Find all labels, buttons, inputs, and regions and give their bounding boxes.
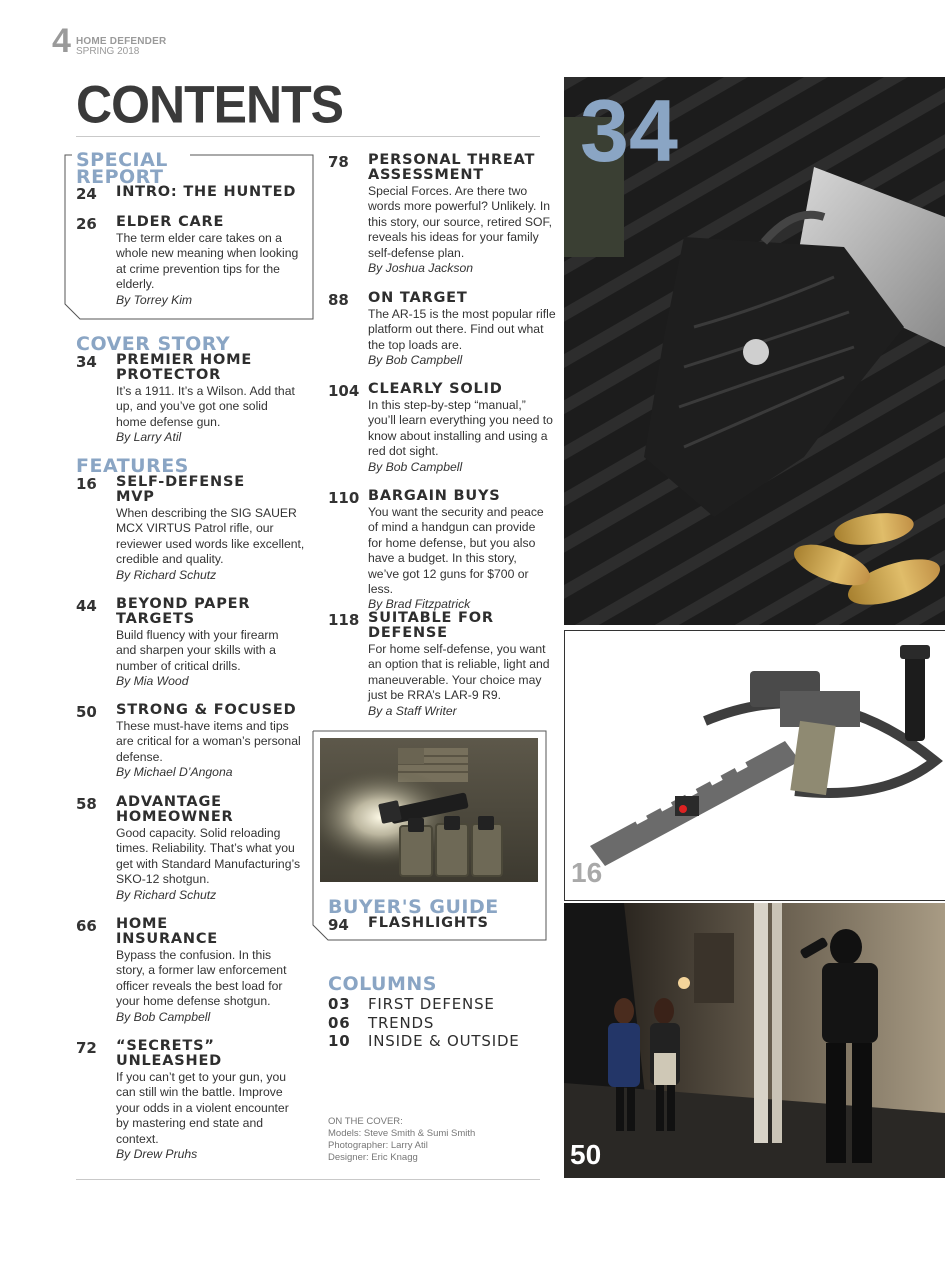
entry-title: TRENDS (368, 1014, 435, 1032)
entry-page-number: 06 (328, 1014, 351, 1032)
features-heading: FEATURES (76, 455, 189, 477)
flashlight-photo (320, 738, 538, 882)
alley-photo[interactable] (564, 903, 945, 1178)
entry-description: When describing the SIG SAUER MCX VIRTUS Patrol rifle, our reviewer used words like excellent, credible and quality. (116, 506, 305, 567)
entry-description: Good capacity. Solid reloading times. Reliability. That’s what you get with Standard Manufacturing’s SKO-12 shotgun. (116, 826, 301, 887)
entry-page-number: 104 (328, 382, 360, 400)
cover-story-heading: COVER STORY (76, 333, 231, 355)
entry-description: Special Forces. Are there two words more powerful? Unlikely. In this story, our source, retired SOF, reveals his ideas for your family self-defense plan. (368, 184, 553, 260)
entry-byline: By a Staff Writer (368, 703, 457, 718)
entry-title: FLASHLIGHTS (368, 915, 489, 931)
entry-description: If you can’t get to your gun, you can still win the battle. Improve your odds in a violent encounter by mastering end state and context. (116, 1070, 289, 1146)
entry-page-number: 110 (328, 489, 360, 507)
credits-heading: ON THE COVER: (328, 1116, 403, 1127)
entry-page-number: 58 (76, 795, 97, 813)
entry-page-number: 34 (76, 353, 97, 371)
entry-byline: By Michael D’Angona (116, 765, 233, 780)
entry-title: “SECRETS” UNLEASHED (116, 1038, 222, 1069)
pistol-photo[interactable] (564, 77, 945, 625)
entry-description: You want the security and peace of mind a handgun can provide for home defense, but you also have a budget. In this story, we’ve got 12 guns for $700 or less. (368, 505, 544, 597)
entry-page-number: 03 (328, 995, 351, 1013)
column-entry[interactable] (328, 1014, 434, 1032)
entry-page-number: 44 (76, 597, 97, 615)
entry-page-number: 72 (76, 1039, 97, 1057)
entry-title: INSIDE & OUTSIDE (368, 1032, 520, 1050)
entry-page-number: 50 (76, 703, 97, 721)
toc-entry[interactable] (76, 215, 311, 308)
toc-entry[interactable] (328, 382, 556, 475)
toc-entry[interactable] (328, 611, 556, 719)
entry-title: SELF-DEFENSE MVP (116, 474, 245, 505)
entry-title: ADVANTAGE HOMEOWNER (116, 794, 234, 825)
entry-description: It’s a 1911. It’s a Wilson. Add that up, and you’ve got one solid home defense gun. (116, 384, 295, 429)
entry-title: PERSONAL THREAT ASSESSMENT (368, 152, 536, 183)
rifle-photo[interactable] (564, 630, 945, 901)
toc-entry[interactable] (328, 489, 556, 612)
entry-description: For home self-defense, you want an option that is reliable, light and maneuverable. Your choice may just be RRA’s LAR-9 R9. (368, 642, 550, 703)
page-number: 4 (52, 22, 71, 60)
entry-description: Bypass the confusion. In this story, a former law enforcement officer reveals the best load for your home defense shotgun. (116, 948, 287, 1009)
entry-page-number: 10 (328, 1032, 351, 1050)
toc-entry[interactable] (328, 915, 538, 934)
credits-designer: Designer: Eric Knagg (328, 1152, 418, 1163)
magazine-name: HOME DEFENDER (76, 36, 167, 47)
toc-entry[interactable] (76, 1039, 306, 1162)
entry-description: These must-have items and tips are critical for a woman’s personal defense. (116, 719, 301, 764)
toc-entry[interactable] (328, 153, 556, 276)
buyers-guide-heading: BUYER'S GUIDE (328, 896, 499, 918)
special-report-heading-line1: SPECIAL (76, 149, 168, 171)
entry-page-number: 26 (76, 215, 97, 233)
entry-byline: By Bob Campbell (116, 1009, 211, 1024)
issue-date: SPRING 2018 (76, 46, 140, 57)
entry-title: ON TARGET (368, 290, 468, 306)
photo-page-number: 34 (580, 81, 678, 180)
page-title: CONTENTS (76, 75, 343, 134)
credits-models: Models: Steve Smith & Sumi Smith (328, 1128, 476, 1139)
toc-entry[interactable] (76, 184, 311, 203)
entry-title: ELDER CARE (116, 214, 225, 230)
entry-byline: By Bob Campbell (368, 459, 463, 474)
entry-title: BEYOND PAPER TARGETS (116, 596, 251, 627)
toc-entry[interactable] (76, 795, 306, 903)
entry-page-number: 16 (76, 475, 97, 493)
entry-byline: By Brad Fitzpatrick (368, 597, 471, 612)
entry-byline: By Mia Wood (116, 674, 189, 689)
entry-page-number: 88 (328, 291, 349, 309)
entry-description: The term elder care takes on a whole new meaning when looking at crime prevention tips for the elderly. (116, 231, 299, 292)
special-report-heading (76, 149, 168, 188)
toc-entry[interactable] (76, 703, 311, 780)
entry-description: The AR-15 is the most popular rifle platform out there. Find out what the top loads are. (368, 307, 556, 352)
special-report-heading-line2: REPORT (76, 166, 164, 188)
entry-byline: By Richard Schutz (116, 887, 217, 902)
entry-byline: By Larry Atil (116, 430, 182, 445)
entry-byline: By Joshua Jackson (368, 261, 474, 276)
entry-title: HOME INSURANCE (116, 916, 219, 947)
entry-title: STRONG & FOCUSED (116, 702, 297, 718)
entry-title: CLEARLY SOLID (368, 381, 503, 397)
entry-title: BARGAIN BUYS (368, 488, 501, 504)
cover-credits (328, 1116, 475, 1164)
toc-entry[interactable] (76, 475, 306, 583)
photo-page-number: 16 (571, 857, 603, 888)
entry-byline: By Drew Pruhs (116, 1147, 198, 1162)
photo-page-number: 50 (570, 1139, 602, 1170)
entry-byline: By Richard Schutz (116, 567, 217, 582)
entry-title: PREMIER HOME PROTECTOR (116, 352, 253, 383)
entry-title: INTRO: THE HUNTED (116, 184, 297, 200)
toc-entry[interactable] (328, 291, 556, 368)
columns-heading: COLUMNS (328, 973, 437, 995)
entry-page-number: 118 (328, 611, 360, 629)
credits-photographer: Photographer: Larry Atil (328, 1140, 428, 1151)
title-divider (76, 136, 540, 137)
entry-page-number: 24 (76, 185, 97, 203)
entry-title: FIRST DEFENSE (368, 995, 495, 1013)
entry-description: In this step-by-step “manual,” you’ll learn everything you need to know about installing and using a red dot sight. (368, 398, 553, 459)
entry-description: Build fluency with your firearm and sharpen your skills with a number of critical drills. (116, 628, 279, 673)
column-entry[interactable] (328, 1032, 520, 1050)
entry-page-number: 94 (328, 916, 349, 934)
entry-byline: By Torrey Kim (116, 292, 193, 307)
column-entry[interactable] (328, 995, 495, 1013)
entry-title: SUITABLE FOR DEFENSE (368, 610, 494, 641)
toc-entry[interactable] (76, 917, 306, 1025)
toc-entry[interactable] (76, 353, 296, 445)
entry-byline: By Bob Campbell (368, 353, 463, 368)
entry-page-number: 66 (76, 917, 97, 935)
entry-page-number: 78 (328, 153, 349, 171)
toc-entry[interactable] (76, 597, 306, 689)
bottom-divider (76, 1179, 540, 1180)
